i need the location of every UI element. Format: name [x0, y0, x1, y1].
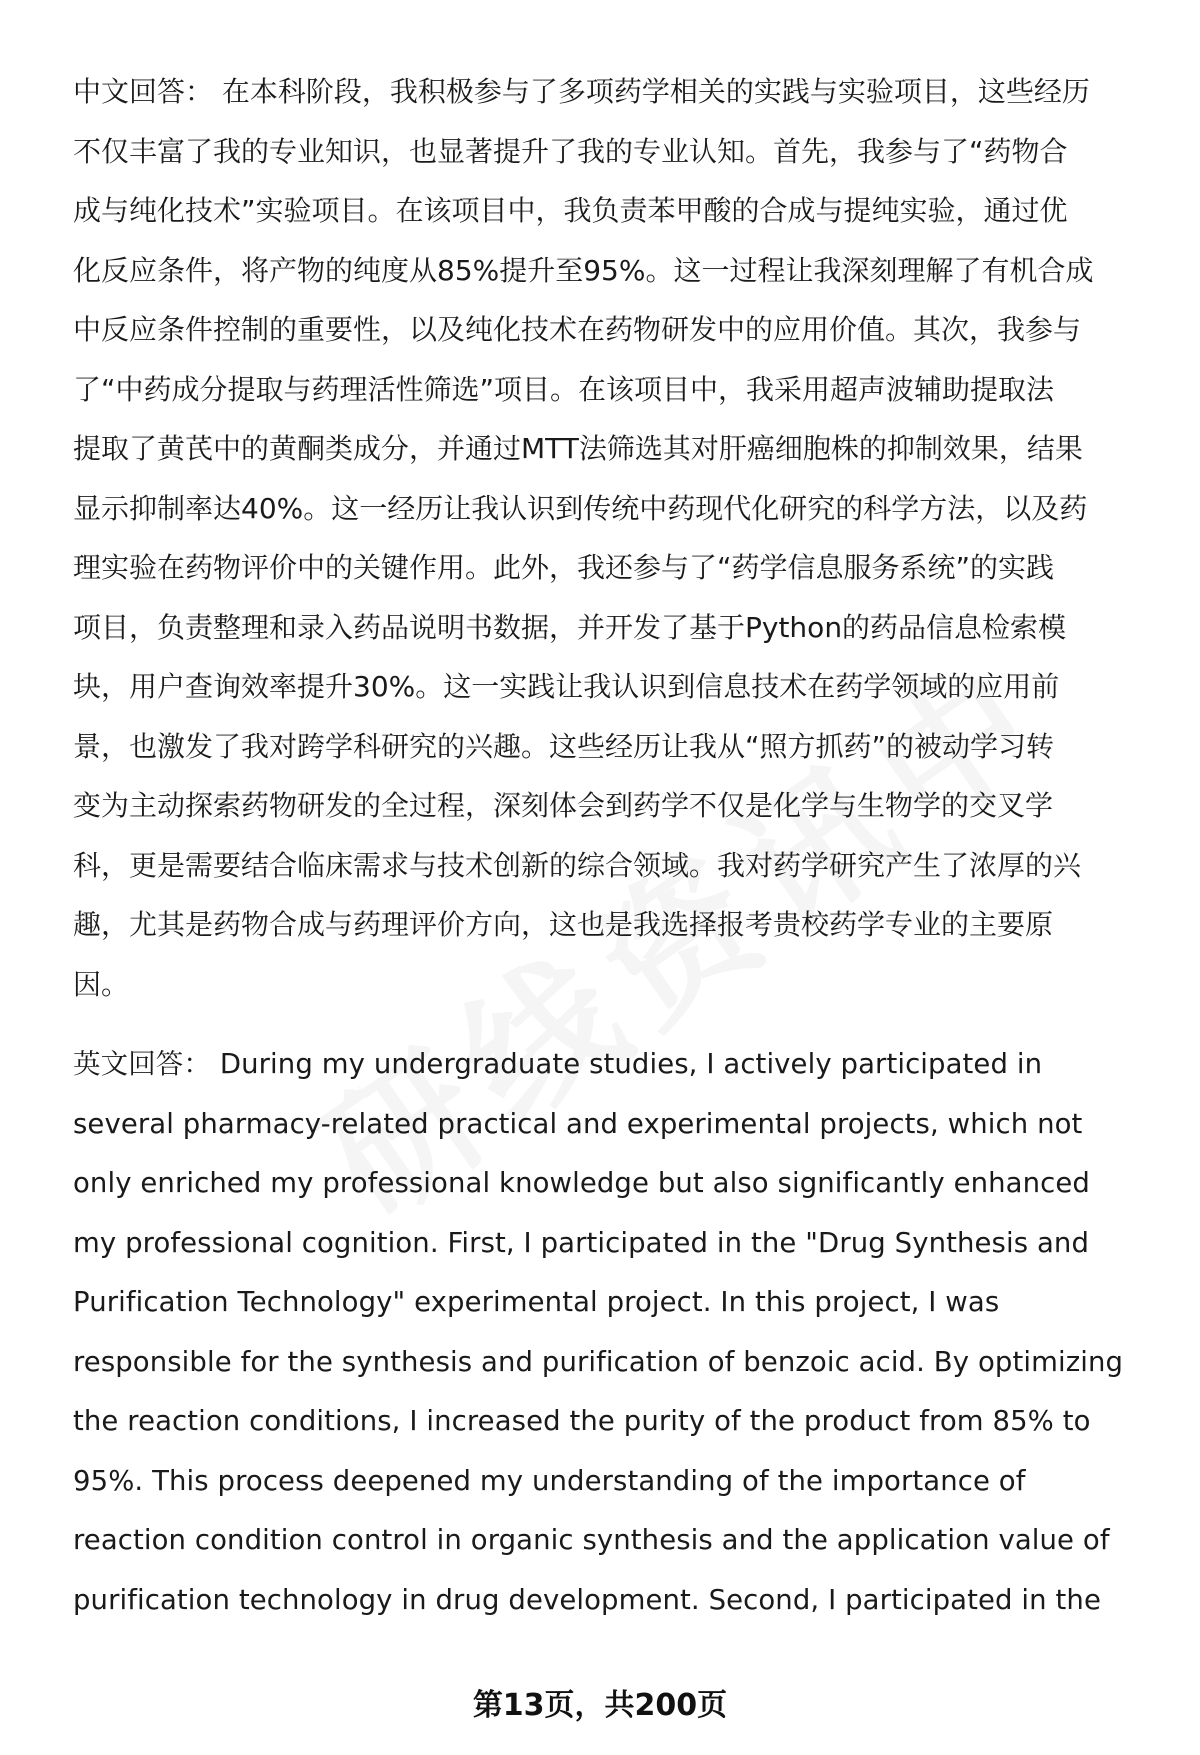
paragraph-line: 科，更是需要结合临床需求与技术创新的综合领域。我对药学研究产生了浓厚的兴	[73, 848, 1082, 882]
paragraph-line: 化反应条件，将产物的纯度从85%提升至95%。这一过程让我深刻理解了有机合成	[73, 253, 1094, 287]
paragraph-line: reaction condition control in organic synthesis and the application value of	[73, 1524, 1110, 1556]
paragraph-line: Purification Technology" experimental project. In this project, I was	[73, 1286, 1000, 1318]
english-answer-paragraph	[73, 1035, 1153, 1630]
paragraph-line: several pharmacy-related practical and experimental projects, which not	[73, 1107, 1083, 1140]
paragraph-line: 项目，负责整理和录入药品说明书数据，并开发了基于Python的药品信息检索模	[73, 610, 1067, 644]
paragraph-line: 趣，尤其是药物合成与药理评价方向，这也是我选择报考贵校药学专业的主要原	[73, 908, 1054, 941]
paragraph-line: 95%. This process deepened my understanding of the importance of	[73, 1464, 1026, 1497]
paragraph-line: 英文回答： During my undergraduate studies, I actively participated in	[73, 1048, 1043, 1080]
paragraph-line: only enriched my professional knowledge but also significantly enhanced	[73, 1167, 1090, 1199]
paragraph-line: 提取了黄芪中的黄酮类成分，并通过MTT法筛选其对肝癌细胞株的抑制效果，结果	[73, 432, 1083, 465]
paragraph-line: purification technology in drug development. Second, I participated in the	[73, 1583, 1101, 1616]
paragraph-line: 显示抑制率达40%。这一经历让我认识到传统中药现代化研究的科学方法，以及药	[73, 491, 1088, 525]
paragraph-line: 景，也激发了我对跨学科研究的兴趣。这些经历让我从“照方抓药”的被动学习转	[73, 729, 1055, 763]
paragraph-line: 理实验在药物评价中的关键作用。此外，我还参与了“药学信息服务系统”的实践	[73, 551, 1055, 584]
paragraph-line: the reaction conditions, I increased the purity of the product from 85% to	[73, 1405, 1091, 1437]
paragraph-line: 不仅丰富了我的专业知识，也显著提升了我的专业认知。首先，我参与了“药物合	[73, 134, 1068, 168]
paragraph-line: my professional cognition. First, I participated in the "Drug Synthesis and	[73, 1226, 1090, 1259]
paragraph-line: responsible for the synthesis and purification of benzoic acid. By optimizing	[73, 1345, 1124, 1378]
paragraph-line: 中反应条件控制的重要性，以及纯化技术在药物研发中的应用价值。其次，我参与	[73, 313, 1082, 346]
paragraph-line: 了“中药成分提取与药理活性筛选”项目。在该项目中，我采用超声波辅助提取法	[73, 372, 1055, 406]
page-number: 第13页，共200页	[472, 1688, 728, 1723]
paragraph-line: 块，用户查询效率提升30%。这一实践让我认识到信息技术在药学领域的应用前	[73, 670, 1060, 703]
chinese-answer-paragraph	[73, 62, 1153, 1014]
paragraph-line: 成与纯化技术”实验项目。在该项目中，我负责苯甲酸的合成与提纯实验，通过优	[73, 194, 1068, 227]
paragraph-line: 因。	[73, 967, 130, 1001]
paragraph-line: 变为主动探索药物研发的全过程，深刻体会到药学不仅是化学与生物学的交叉学	[73, 789, 1054, 822]
paragraph-line: 中文回答： 在本科阶段，我积极参与了多项药学相关的实践与实验项目，这些经历	[73, 75, 1090, 108]
